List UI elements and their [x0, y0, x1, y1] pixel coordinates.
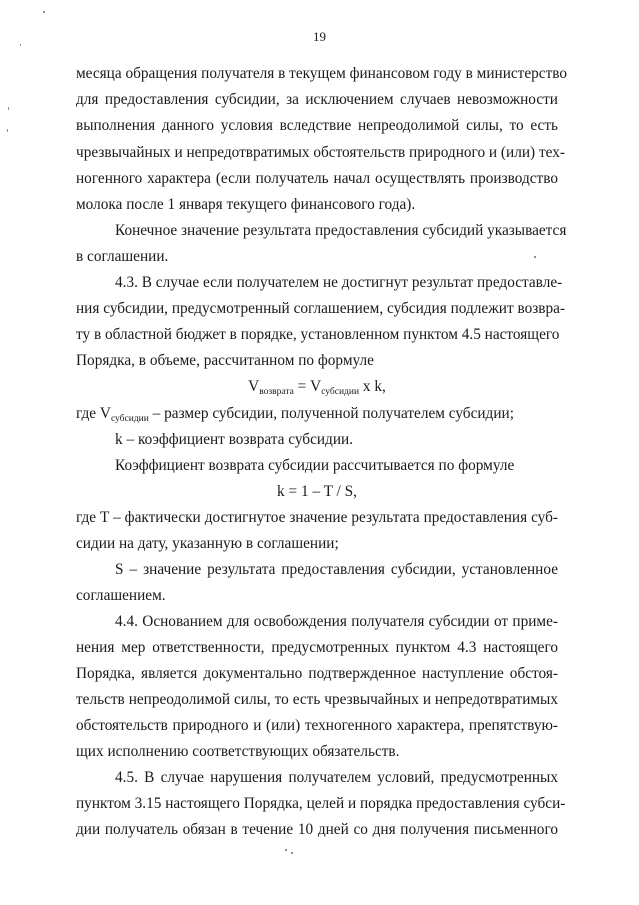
text-line: обстоятельств природного и (или) техногенного характера, препятствую-	[76, 717, 558, 734]
scan-speck	[291, 852, 293, 854]
text-line: тельств непреодолимой силы, то есть чрезвычайных и непредотвратимых	[76, 691, 558, 708]
formula-sub-return: возврата	[259, 387, 294, 397]
definition-v	[76, 404, 558, 424]
page-number: 19	[313, 29, 326, 44]
formula-eq: = V	[293, 378, 322, 395]
scan-speck	[285, 849, 287, 851]
formula-v: V	[248, 378, 260, 395]
formula-return	[76, 377, 558, 397]
definition-v-pre: где V	[76, 405, 111, 422]
text-line: Порядка, является документально подтвержденное наступление обстоя-	[76, 665, 558, 682]
text-line: 4.4. Основанием для освобождения получателя субсидии от приме-	[115, 613, 558, 630]
scan-speck	[20, 44, 21, 46]
scan-speck	[8, 107, 9, 110]
text-line: ния субсидии, предусмотренный соглашением, субсидия подлежит возвра-	[76, 300, 566, 317]
text-line: ногенного характера (если получатель начал осуществлять производство	[76, 170, 558, 187]
text-line: выполнения данного условия вследствие непреодолимой силы, то есть	[76, 117, 558, 134]
text-line: пунктом 3.15 настоящего Порядка, целей и порядка предоставления субси-	[76, 795, 566, 812]
text-line: чрезвычайных и непредотвратимых обстоятельств природного и (или) тех-	[76, 144, 565, 161]
text-line: щих исполнению соответствующих обязательств.	[76, 743, 400, 760]
definition-v-sub: субсидии	[110, 414, 149, 424]
text-line: в соглашении.	[76, 248, 169, 265]
text-line: ту в областной бюджет в порядке, установленном пунктом 4.5 настоящего	[76, 326, 560, 343]
scan-speck	[43, 11, 45, 13]
text-line: молока после 1 января текущего финансового года).	[76, 196, 416, 213]
text-line: 4.5. В случае нарушения получателем условий, предусмотренных	[115, 769, 558, 786]
formula-rest: x k,	[359, 378, 386, 395]
scan-speck	[7, 129, 8, 132]
definition-v-post: – размер субсидии, полученной получателем субсидии;	[148, 405, 514, 422]
text-line: где T – фактически достигнутое значение результата предоставления суб-	[76, 509, 558, 526]
text-line: месяца обращения получателя в текущем финансовом году в министерство	[76, 65, 568, 82]
formula-k: k = 1 – T / S,	[277, 483, 357, 500]
formula-sub-subsidy: субсидии	[321, 387, 360, 397]
text-line: сидии на дату, указанную в соглашении;	[76, 535, 339, 552]
text-line: для предоставления субсидии, за исключением случаев невозможности	[76, 91, 558, 108]
text-line: нения мер ответственности, предусмотренных пунктом 4.3 настоящего	[76, 639, 558, 656]
text-line: S – значение результата предоставления субсидии, установленное	[115, 561, 558, 578]
text-line: соглашением.	[76, 587, 166, 604]
coefficient-note: Коэффициент возврата субсидии рассчитывается по формуле	[115, 457, 515, 474]
text-line: дии получатель обязан в течение 10 дней со дня получения письменного	[76, 821, 558, 838]
scan-speck	[534, 256, 536, 258]
definition-k: k – коэффициент возврата субсидии.	[115, 431, 354, 448]
text-line: 4.3. В случае если получателем не достигнут результат предоставле-	[115, 274, 563, 291]
text-line: Конечное значение результата предоставления субсидий указывается	[115, 222, 567, 239]
text-line: Порядка, в объеме, рассчитанном по формуле	[76, 352, 374, 369]
